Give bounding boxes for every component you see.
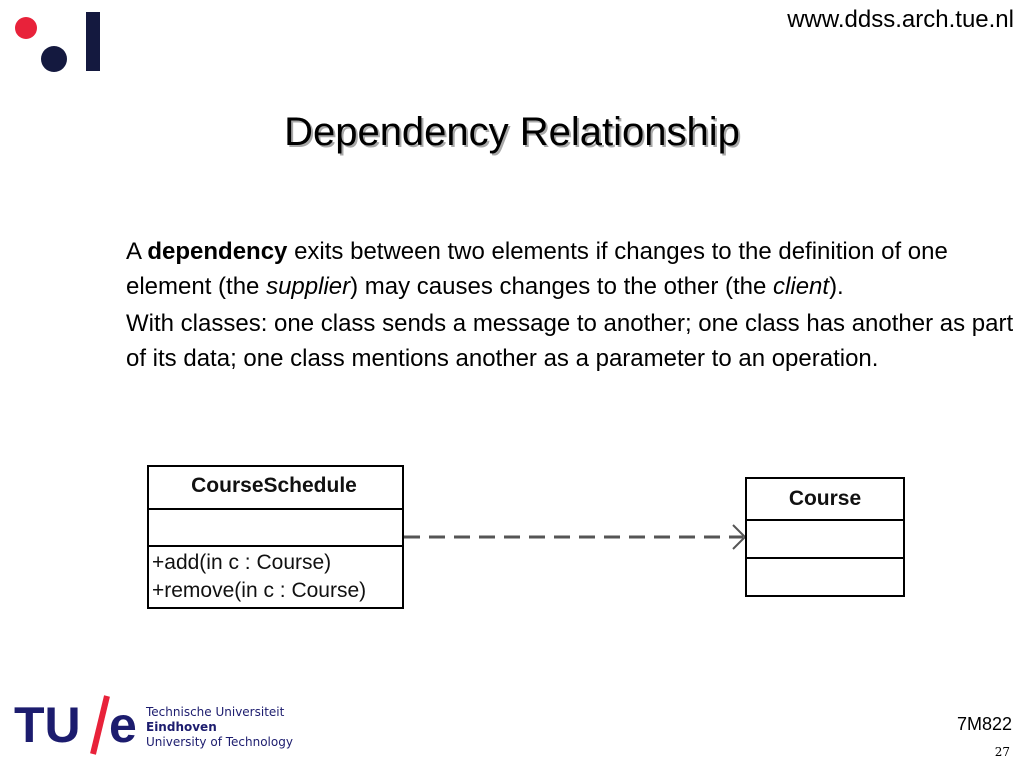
site-url: www.ddss.arch.tue.nl	[787, 6, 1014, 33]
definition-suffix: ).	[829, 273, 844, 300]
svg-text:e: e	[109, 697, 137, 753]
slide-title: Dependency Relationship	[284, 110, 740, 154]
university-name-line1: Technische Universiteit	[146, 705, 285, 719]
definition-prefix: A	[126, 238, 148, 265]
tue-logo	[14, 694, 304, 756]
classes-explanation: With classes: one class sends a message to another; one class has another as part of its data; one class mentions another as a parameter to an operation.	[126, 310, 1014, 372]
svg-text:TU: TU	[14, 697, 81, 753]
supplier-term: supplier	[266, 273, 351, 300]
definition-text-2: ) may causes changes to the other (the	[350, 273, 774, 300]
definition-text-1: exits between two elements if changes to the definition of one element (the	[126, 238, 948, 300]
add-operation: +add(in c : Course)	[152, 551, 332, 574]
dependency-term: dependency	[147, 238, 288, 265]
course-class-name: Course	[788, 487, 862, 510]
university-name-line2: Eindhoven	[146, 720, 217, 734]
course-schedule-class-box	[148, 466, 403, 608]
course-schedule-class-name: CourseSchedule	[191, 474, 357, 497]
page-number: 27	[994, 745, 1010, 759]
course-class-box	[746, 478, 904, 596]
client-term: client	[773, 273, 830, 300]
course-code: 7M822	[956, 714, 1012, 734]
university-name-line3: University of Technology	[146, 735, 293, 749]
remove-operation: +remove(in c : Course)	[152, 579, 367, 602]
